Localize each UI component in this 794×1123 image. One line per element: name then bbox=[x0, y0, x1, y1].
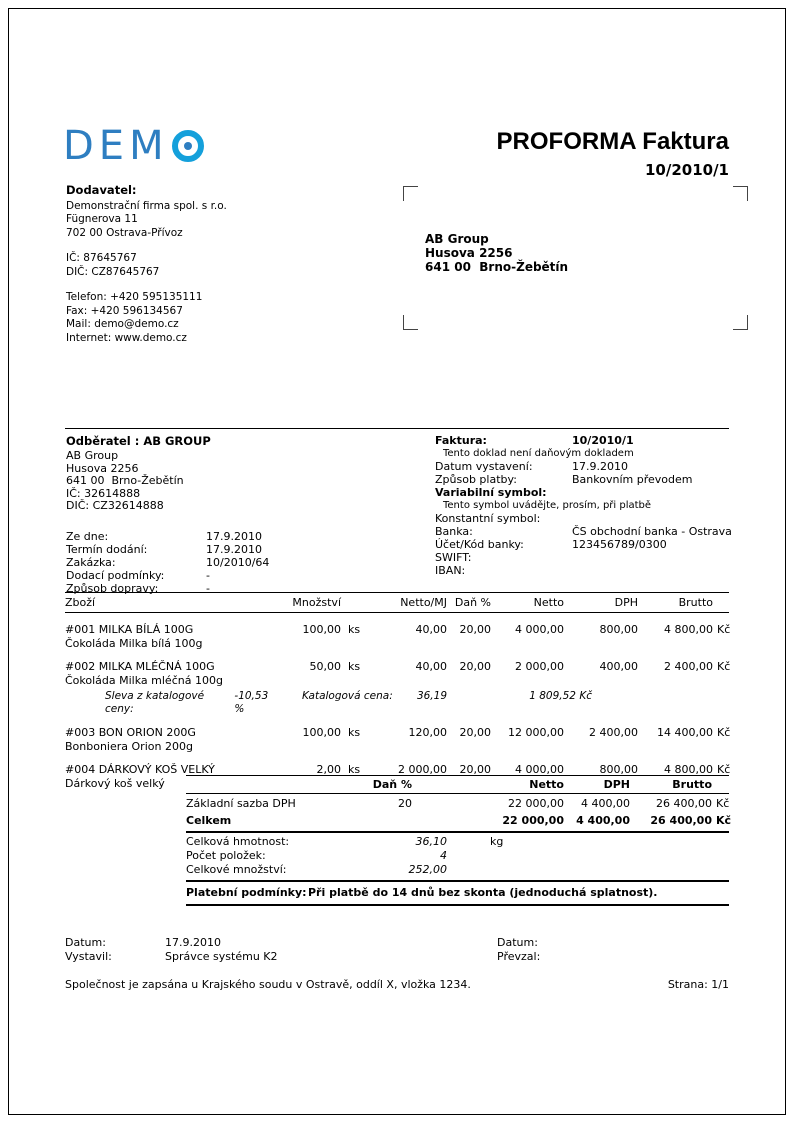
discount-label: Sleva z katalogové ceny: bbox=[105, 690, 205, 715]
col-header-mnozstvi: Množství bbox=[292, 596, 341, 609]
invoice-value: 10/2010/1 bbox=[572, 434, 634, 447]
customer-title: Odběratel : AB GROUP bbox=[66, 434, 211, 448]
iban-label: IBAN: bbox=[435, 564, 466, 577]
signature-section bbox=[65, 936, 729, 964]
col-header-zbozi: Zboží bbox=[65, 596, 96, 609]
page-number: Strana: 1/1 bbox=[667, 978, 729, 991]
supplier-label: Dodavatel: bbox=[66, 183, 137, 197]
col-header-dan: Daň % bbox=[454, 596, 491, 609]
vat-rate-dph: 4 400,00 bbox=[581, 797, 630, 810]
field-value: 17.9.2010 bbox=[206, 529, 262, 543]
summary-section bbox=[186, 775, 732, 906]
item-discount-row bbox=[65, 690, 729, 716]
account-label: Účet/Kód banky: bbox=[435, 538, 524, 551]
item-unit: ks bbox=[348, 763, 361, 776]
vat-rate-row bbox=[186, 796, 729, 811]
stat-unit bbox=[447, 863, 527, 877]
payment-terms-value: Při platbě do 14 dnů bez skonta (jednoduchá splatnost). bbox=[308, 886, 658, 899]
constant-symbol-label: Konstantní symbol: bbox=[435, 512, 541, 525]
issue-date-value: 17.9.2010 bbox=[572, 460, 628, 473]
item-brutto: 14 400,00 bbox=[657, 726, 713, 739]
item-currency: Kč bbox=[717, 623, 731, 636]
total-dph: 4 400,00 bbox=[576, 814, 630, 827]
item-netto-mj: 40,00 bbox=[415, 660, 447, 673]
supplier-mail: Mail: demo@demo.cz bbox=[66, 318, 179, 330]
corner-mark-bottom-right bbox=[733, 315, 748, 330]
title-block bbox=[399, 129, 729, 179]
stat-unit bbox=[447, 849, 527, 863]
stat-row bbox=[186, 835, 729, 849]
item-description: Dárkový koš velký bbox=[65, 777, 165, 790]
item-currency: Kč bbox=[717, 763, 731, 776]
logo-circle-icon bbox=[172, 130, 204, 162]
bank-value: ČS obchodní banka - Ostrava bbox=[572, 525, 732, 538]
issued-by-value: Správce systému K2 bbox=[165, 950, 278, 963]
item-dan: 20,00 bbox=[459, 726, 491, 739]
invoice-details-block bbox=[435, 434, 732, 577]
item-brutto: 4 800,00 bbox=[664, 763, 713, 776]
variable-symbol-note: Tento symbol uvádějte, prosím, při platbě bbox=[443, 500, 652, 511]
logo-letters: DEM bbox=[63, 123, 169, 169]
item-netto: 2 000,00 bbox=[515, 660, 564, 673]
total-label: Celkem bbox=[186, 814, 232, 827]
item-netto: 12 000,00 bbox=[508, 726, 564, 739]
payment-terms-label: Platební podmínky: bbox=[186, 886, 307, 899]
variable-symbol-label: Variabilní symbol: bbox=[435, 486, 547, 499]
date-label: Datum: bbox=[65, 936, 106, 949]
item-qty: 50,00 bbox=[309, 660, 341, 673]
items-table bbox=[65, 592, 729, 790]
item-row bbox=[65, 660, 729, 716]
col-header-brutto: Brutto bbox=[678, 596, 713, 609]
item-code: #004 DÁRKOVÝ KOŠ VELKÝ bbox=[65, 763, 215, 776]
vat-rate-brutto: 26 400,00 bbox=[656, 797, 712, 810]
field-value: - bbox=[206, 581, 210, 595]
field-value: 10/2010/64 bbox=[206, 555, 270, 569]
item-qty: 100,00 bbox=[302, 726, 341, 739]
company-logo bbox=[63, 123, 204, 169]
summary-header bbox=[186, 775, 729, 794]
stat-unit: kg bbox=[490, 835, 504, 848]
item-code: #002 MILKA MLÉČNÁ 100G bbox=[65, 660, 215, 673]
supplier-city: 702 00 Ostrava-Přívoz bbox=[66, 226, 183, 239]
item-netto-mj: 40,00 bbox=[415, 623, 447, 636]
item-code: #003 BON ORION 200G bbox=[65, 726, 196, 739]
col-header-dph: DPH bbox=[614, 596, 638, 609]
supplier-fax: Fax: +420 596134567 bbox=[66, 304, 183, 317]
address-window bbox=[403, 186, 748, 330]
bank-label: Banka: bbox=[435, 525, 473, 538]
supplier-name: Demonstrační firma spol. s r.o. bbox=[66, 199, 227, 212]
supplier-block bbox=[66, 184, 227, 345]
stat-row bbox=[186, 849, 729, 863]
page-footer bbox=[65, 978, 729, 992]
catalog-price-value: 36,19 bbox=[416, 690, 447, 702]
item-unit: ks bbox=[348, 623, 361, 636]
date-value: 17.9.2010 bbox=[165, 936, 221, 949]
field-label: Způsob dopravy: bbox=[66, 581, 159, 595]
order-details bbox=[66, 530, 426, 595]
received-by-label: Převzal: bbox=[497, 950, 541, 963]
issued-by-label: Vystavil: bbox=[65, 950, 112, 963]
recipient-address bbox=[425, 232, 568, 274]
stat-label: Celková hmotnost: bbox=[186, 835, 290, 848]
field-label: Dodací podmínky: bbox=[66, 568, 165, 582]
item-description: Čokoláda Milka mléčná 100g bbox=[65, 674, 223, 687]
item-netto: 4 000,00 bbox=[515, 623, 564, 636]
swift-label: SWIFT: bbox=[435, 551, 472, 564]
discount-percent: -10,53 % bbox=[234, 690, 269, 715]
item-brutto: 2 400,00 bbox=[664, 660, 713, 673]
stat-value: 252,00 bbox=[408, 863, 447, 876]
field-label: Zakázka: bbox=[66, 555, 116, 569]
payment-terms-row bbox=[186, 882, 729, 906]
recipient-city: 641 00 Brno-Žebětín bbox=[425, 260, 569, 274]
item-netto-mj: 2 000,00 bbox=[398, 763, 447, 776]
customer-street: Husova 2256 bbox=[66, 461, 139, 475]
customer-dic: DIČ: CZ32614888 bbox=[66, 499, 164, 512]
item-unit: ks bbox=[348, 726, 361, 739]
summary-header-dph: DPH bbox=[603, 778, 630, 791]
item-currency: Kč bbox=[717, 660, 731, 673]
issue-date-label: Datum vystavení: bbox=[435, 460, 533, 473]
customer-city: 641 00 Brno-Žebětín bbox=[66, 474, 184, 487]
invoice-number: 10/2010/1 bbox=[644, 161, 729, 179]
col-header-netto: Netto bbox=[533, 596, 564, 609]
stat-value: 36,10 bbox=[415, 835, 447, 848]
summary-header-dan: Daň % bbox=[372, 778, 412, 791]
item-description: Bonboniera Orion 200g bbox=[65, 740, 193, 753]
summary-header-netto: Netto bbox=[529, 778, 564, 791]
item-unit: ks bbox=[348, 660, 361, 673]
supplier-ic: IČ: 87645767 bbox=[66, 252, 137, 264]
vat-rate-netto: 22 000,00 bbox=[508, 797, 564, 810]
totals-stats bbox=[186, 833, 729, 882]
total-netto: 22 000,00 bbox=[502, 814, 564, 827]
customer-ic: IČ: 32614888 bbox=[66, 486, 141, 500]
account-value: 123456789/0300 bbox=[572, 538, 667, 551]
item-netto-mj: 120,00 bbox=[408, 726, 447, 739]
catalog-price-label: Katalogová cena: bbox=[302, 690, 393, 702]
item-dan: 20,00 bbox=[459, 763, 491, 776]
total-currency: Kč bbox=[716, 814, 732, 827]
payment-method-label: Způsob platby: bbox=[435, 473, 517, 486]
supplier-dic: DIČ: CZ87645767 bbox=[66, 265, 160, 278]
item-currency: Kč bbox=[717, 726, 731, 739]
discount-amount: 1 809,52 Kč bbox=[529, 690, 592, 702]
corner-mark-bottom-left bbox=[403, 315, 418, 330]
item-dan: 20,00 bbox=[459, 660, 491, 673]
supplier-internet: Internet: www.demo.cz bbox=[66, 331, 187, 344]
vat-rate-dan: 20 bbox=[398, 797, 412, 810]
item-qty: 2,00 bbox=[316, 763, 341, 776]
payment-method-value: Bankovním převodem bbox=[572, 473, 693, 486]
invoice-note: Tento doklad není daňovým dokladem bbox=[443, 448, 634, 459]
invoice-label: Faktura: bbox=[435, 434, 487, 447]
total-row bbox=[186, 813, 732, 833]
item-netto: 4 000,00 bbox=[515, 763, 564, 776]
vat-rate-currency: Kč bbox=[716, 797, 730, 810]
stat-label: Počet položek: bbox=[186, 849, 266, 862]
document-title: PROFORMA Faktura bbox=[496, 128, 729, 155]
vat-rate-label: Základní sazba DPH bbox=[186, 797, 296, 810]
recipient-name: AB Group bbox=[425, 232, 489, 246]
supplier-street: Fügnerova 11 bbox=[66, 213, 138, 225]
item-dph: 400,00 bbox=[599, 660, 638, 673]
total-brutto: 26 400,00 bbox=[650, 814, 712, 827]
stat-value: 4 bbox=[440, 849, 447, 862]
items-table-header bbox=[65, 592, 729, 613]
item-dph: 2 400,00 bbox=[589, 726, 638, 739]
item-code: #001 MILKA BÍLÁ 100G bbox=[65, 623, 194, 636]
supplier-phone: Telefon: +420 595135111 bbox=[66, 291, 203, 303]
summary-header-brutto: Brutto bbox=[672, 778, 712, 791]
field-value: 17.9.2010 bbox=[206, 542, 262, 556]
field-value: - bbox=[206, 568, 210, 582]
col-header-netto-mj: Netto/MJ bbox=[400, 596, 447, 609]
item-row bbox=[65, 726, 729, 753]
item-row bbox=[65, 623, 729, 650]
customer-block bbox=[66, 434, 426, 595]
field-label: Ze dne: bbox=[66, 529, 109, 543]
item-dph: 800,00 bbox=[599, 623, 638, 636]
customer-name: AB Group bbox=[66, 449, 119, 462]
corner-mark-top-left bbox=[403, 186, 418, 201]
item-brutto: 4 800,00 bbox=[664, 623, 713, 636]
item-dan: 20,00 bbox=[459, 623, 491, 636]
item-qty: 100,00 bbox=[302, 623, 341, 636]
info-section bbox=[65, 428, 732, 595]
recipient-street: Husova 2256 bbox=[425, 246, 513, 260]
stat-label: Celkové množství: bbox=[186, 863, 287, 876]
stat-row bbox=[186, 863, 729, 877]
corner-mark-top-right bbox=[733, 186, 748, 201]
field-label: Termín dodání: bbox=[66, 542, 148, 556]
item-description: Čokoláda Milka bílá 100g bbox=[65, 637, 203, 650]
item-dph: 800,00 bbox=[599, 763, 638, 776]
date2-label: Datum: bbox=[497, 936, 538, 949]
company-registration: Společnost je zapsána u Krajského soudu v Ostravě, oddíl X, vložka 1234. bbox=[65, 978, 471, 991]
